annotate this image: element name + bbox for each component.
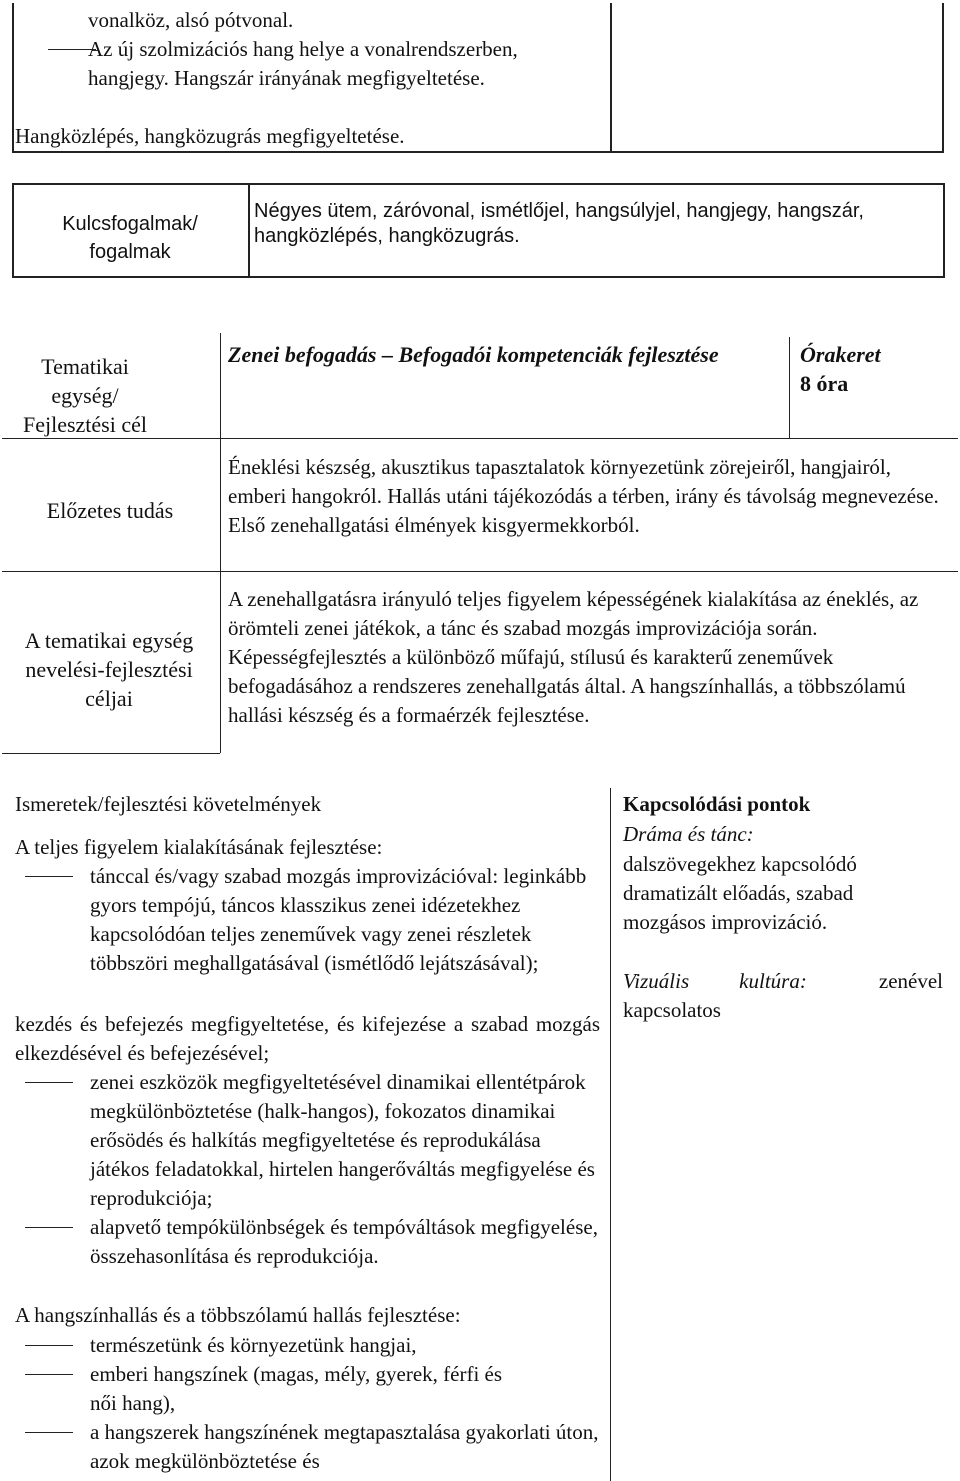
kapcsolodasi-divider — [610, 788, 611, 1481]
ismeretek-dash-item-5 — [15, 1360, 520, 1418]
top-dash-item — [12, 35, 602, 93]
row-divider-bottom — [2, 753, 220, 754]
vizualis-text: zenével kapcsolatos — [623, 969, 943, 1022]
dash-item-text: Az új szolmizációs hang helye a vonalrendszerben, hangjegy. Hangszár irányának megfigyeltetése. — [88, 37, 518, 90]
celok-label: A tematikai egység nevelési-fejlesztési céljai — [24, 628, 194, 711]
drama-label: Dráma és tánc: — [623, 822, 754, 846]
drama-text: dalszövegekhez kapcsolódó dramatizált előadás, szabad mozgásos improvizáció. — [623, 852, 857, 934]
ismeretek-dash-item-2 — [15, 1068, 600, 1213]
ismeretek-dash-item-3 — [15, 1213, 600, 1271]
dash-item-text: alapvető tempókülönbségek és tempóváltások megfigyelése, összehasonlítása és reprodukciója. — [90, 1215, 598, 1268]
ismeretek-dash-item-1 — [15, 862, 595, 978]
elozetes-label: Előzetes tudás — [46, 498, 174, 523]
ismeretek-list-1 — [15, 862, 595, 978]
kapcsolodasi-header: Kapcsolódási pontok — [623, 792, 811, 816]
ismeretek-intro-1: A teljes figyelem kialakításának fejlesztése: — [15, 835, 383, 859]
row-divider-2 — [2, 571, 958, 572]
vizualis-label: Vizuális kultúra: — [623, 969, 807, 993]
kulcsfogalmak-text: Négyes ütem, záróvonal, ismétlőjel, hangsúlyjel, hangjegy, hangszár, hangközlépés, hangközugrás. — [254, 200, 864, 247]
dash-item-text: a hangszerek hangszínének megtapasztalása gyakorlati úton, azok megkülönböztetése és — [90, 1420, 599, 1473]
orakeret-divider — [789, 337, 790, 438]
celok-text: A zenehallgatásra irányuló teljes figyelem képességének kialakítása az éneklés, az örömteli zenei játékok, a tánc és szabad mozgás improvizációja során. Képességfejlesztés a különböző műfajú, stílusú és karakterű zeneművek befogadásához a rendszeres zenehallgatás által. A hangszínhallás, a többszólamú hallási készség és a formaérzék fejlesztése. — [228, 587, 919, 727]
tematikai-unit-label: Tematikai egység/ Fejlesztési cél — [22, 354, 147, 437]
dash-item-text: tánccal és/vagy szabad mozgás improvizációval: leginkább gyors tempójú, táncos klasszikus zenei idézetekhez kapcsolódóan teljes zeneművek vagy zenei részletek többszöri meghallgatásával (ismétlődő lejátszásával); — [90, 864, 587, 975]
dash-item-text: zenei eszközök megfigyeltetésével dinamikai ellentétpárok megkülönböztetése (halk-hangos), fokozatos dinamikai erősödés és halkítás megfigyeltetése és reprodukálása játékos feladatokkal, hirtelen hangerőváltás megfigyelése és reprodukciója; — [90, 1070, 595, 1210]
ismeretek-para-1: kezdés és befejezés megfigyeltetése, és kifejezése a szabad mozgás elkezdésével és befejezésével; — [15, 1012, 600, 1065]
kulcsfogalmak-label: Kulcsfogalmak/ fogalmak — [62, 213, 198, 263]
top-section-text — [88, 6, 608, 35]
elozetes-text: Éneklési készség, akusztikus tapasztalatok környezetünk zörejeiről, hangjairól, emberi hangokról. Hallás utáni tájékozódás a térben, irány és távolság megnevezése. Első zenehallgatási élmények kisgyermekkorból. — [228, 455, 939, 537]
tematikai-title: Zenei befogadás – Befogadói kompetenciák fejlesztése — [228, 342, 719, 367]
top-line: vonalköz, alsó pótvonal. — [88, 8, 294, 32]
vizualis-block — [623, 967, 943, 1025]
top-dash-list — [12, 35, 602, 93]
orakeret-label: Órakeret — [800, 342, 881, 367]
top-tail: Hangközlépés, hangközugrás megfigyeltetése. — [15, 124, 405, 148]
ismeretek-header: Ismeretek/fejlesztési követelmények — [15, 792, 322, 816]
dash-item-text: természetünk és környezetünk hangjai, — [90, 1333, 417, 1357]
ismeretek-intro-2: A hangszínhallás és a többszólamú hallás fejlesztése: — [15, 1303, 461, 1327]
ismeretek-dash-item-6 — [15, 1418, 600, 1476]
ismeretek-dash-item-4 — [15, 1331, 600, 1360]
ismeretek-list-3 — [15, 1331, 600, 1476]
top-section-right-box — [610, 3, 944, 153]
orakeret-value: 8 óra — [800, 371, 849, 396]
dash-item-text: emberi hangszínek (magas, mély, gyerek, férfi és női hang), — [90, 1362, 503, 1415]
ismeretek-list-2 — [15, 1068, 600, 1271]
